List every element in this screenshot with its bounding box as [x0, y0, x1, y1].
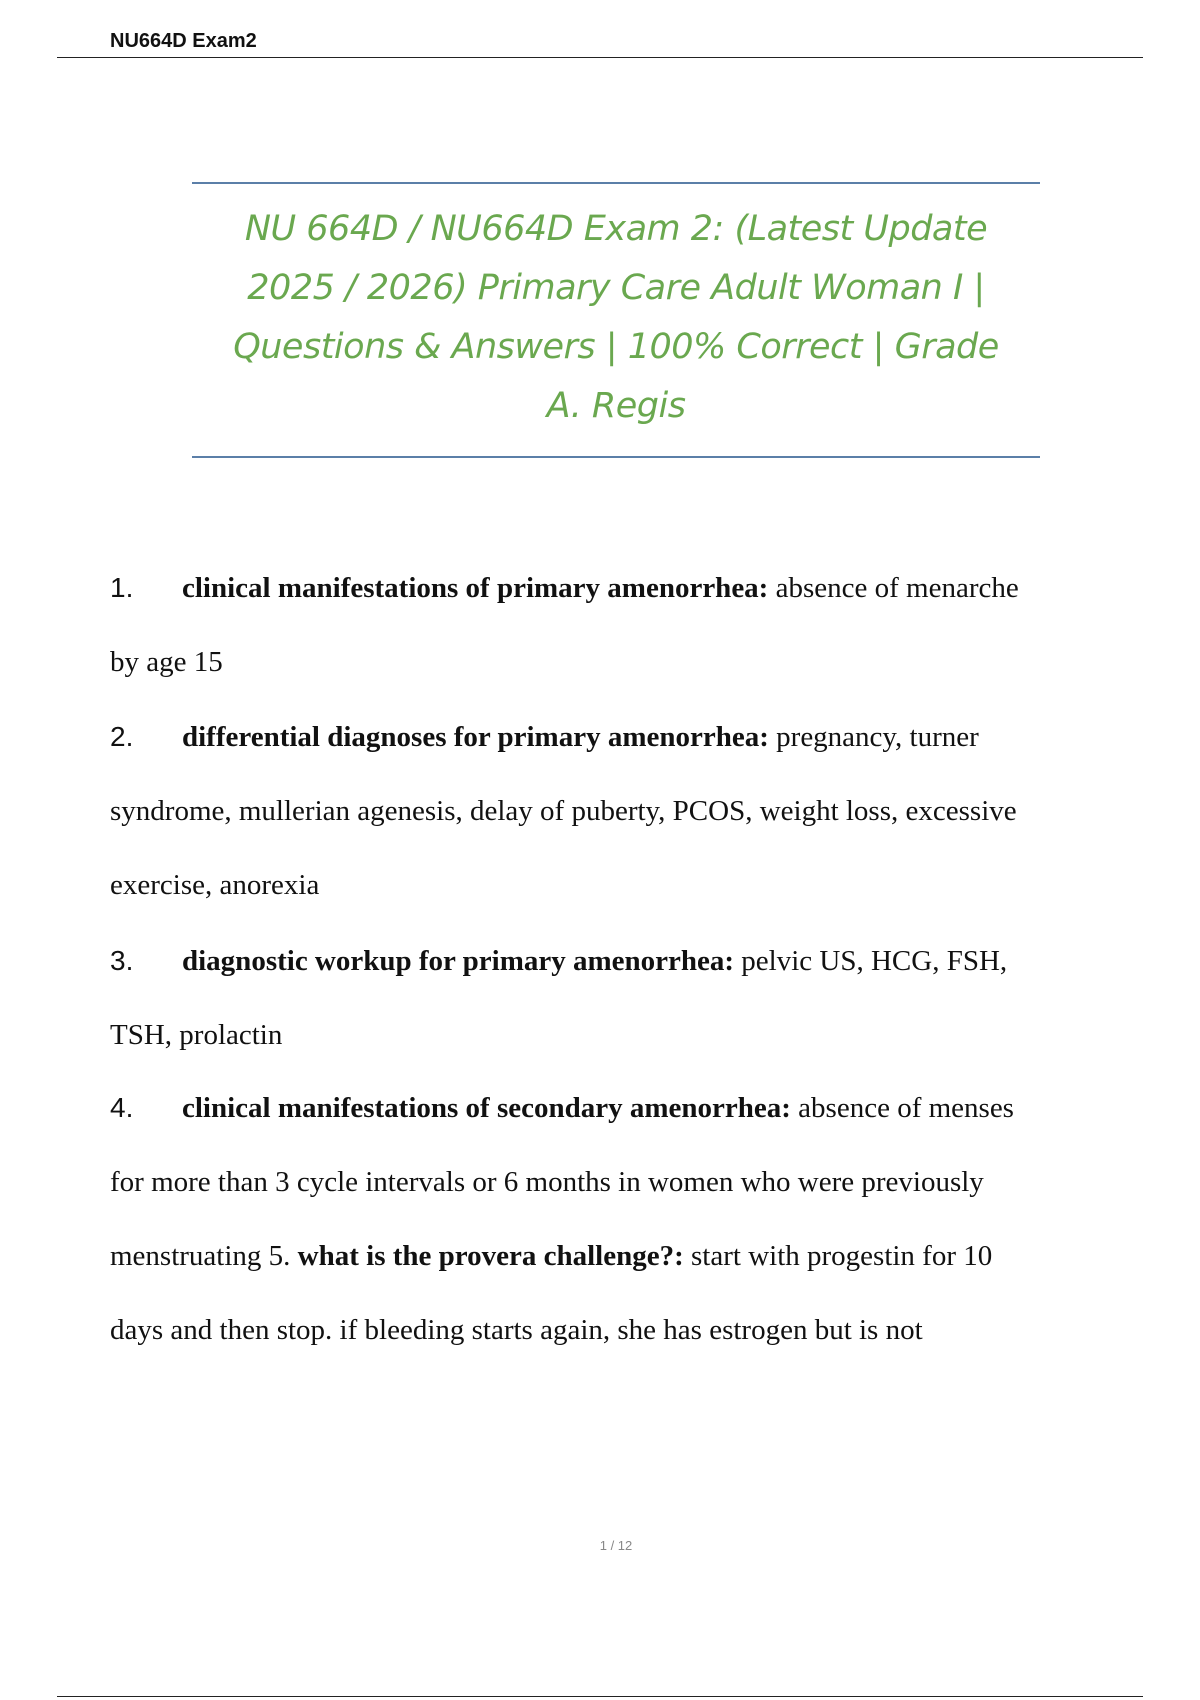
document-title-line: 2025 / 2026) Primary Care Adult Woman I |	[247, 268, 985, 308]
item-number: 1.	[110, 572, 134, 603]
question-text: clinical manifestations of primary amenorrhea:	[182, 572, 769, 604]
qa-line: syndrome, mullerian agenesis, delay of puberty, PCOS, weight loss, excessive	[110, 795, 1017, 827]
document-title-line: Questions & Answers | 100% Correct | Grade	[233, 327, 999, 367]
qa-line	[110, 551, 1130, 625]
qa-item-3	[110, 924, 1130, 1072]
question-text: what is the provera challenge?:	[297, 1240, 684, 1272]
document-title-line: A. Regis	[546, 386, 686, 426]
answer-text: absence of menses	[790, 1092, 1014, 1124]
qa-line: TSH, prolactin	[110, 1019, 283, 1051]
item-number: 4.	[110, 1092, 134, 1123]
running-header-title: NU664D Exam2	[110, 30, 257, 52]
qa-line	[110, 1219, 1130, 1293]
qa-line: for more than 3 cycle intervals or 6 months in women who were previously	[110, 1166, 984, 1198]
page-indicator: 1 / 12	[599, 1538, 633, 1553]
title-top-rule	[192, 182, 1040, 184]
document-title-line: NU 664D / NU664D Exam 2: (Latest Update	[244, 209, 988, 249]
qa-line	[110, 1071, 1130, 1145]
question-text: clinical manifestations of secondary amenorrhea:	[182, 1092, 791, 1124]
qa-line: by age 15	[110, 646, 223, 678]
question-text: diagnostic workup for primary amenorrhea:	[182, 945, 735, 977]
header-divider	[57, 57, 1143, 58]
qa-line	[110, 700, 1130, 774]
document-title	[192, 200, 1040, 436]
answer-text: pregnancy, turner	[768, 721, 979, 753]
item-number: 3.	[110, 945, 134, 976]
answer-text: pelvic US, HCG, FSH,	[734, 945, 1008, 977]
qa-line: days and then stop. if bleeding starts again, she has estrogen but is not	[110, 1314, 923, 1346]
answer-text: start with progestin for 10	[683, 1240, 993, 1272]
answer-text: absence of menarche	[768, 572, 1019, 604]
qa-item-1	[110, 551, 1130, 699]
question-text: differential diagnoses for primary amenorrhea:	[182, 721, 769, 753]
title-bottom-rule	[192, 456, 1040, 458]
qa-item-4	[110, 1071, 1130, 1367]
answer-text: menstruating 5.	[110, 1240, 298, 1272]
qa-item-2	[110, 700, 1130, 922]
item-number: 2.	[110, 721, 134, 752]
qa-line	[110, 924, 1130, 998]
footer-divider	[57, 1696, 1143, 1697]
qa-line: exercise, anorexia	[110, 869, 320, 901]
